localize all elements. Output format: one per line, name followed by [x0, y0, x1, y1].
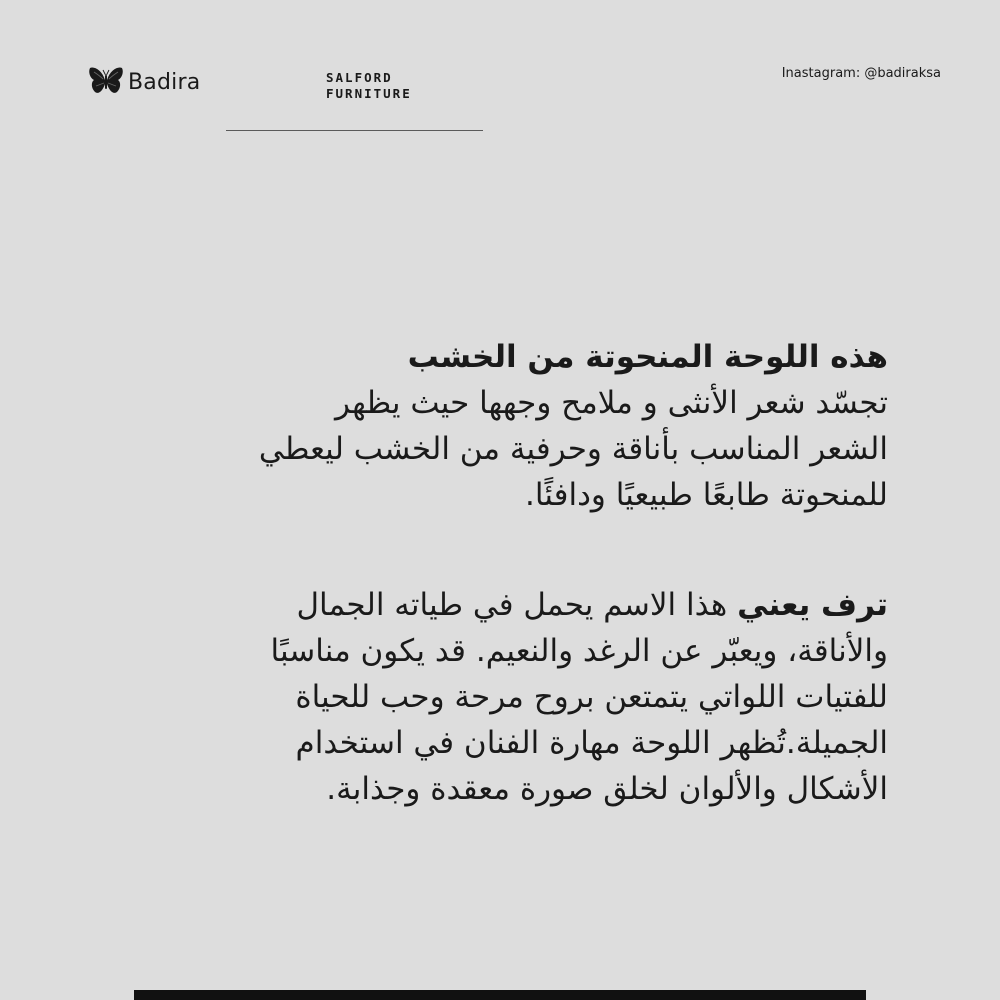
description-paragraph-2: [248, 582, 888, 812]
badira-logo-text: Badira: [128, 69, 201, 95]
badira-logo: [88, 66, 200, 98]
footer-bar: [134, 990, 866, 1000]
paragraph-1-heading: هذه اللوحة المنحوتة من الخشب: [407, 339, 888, 375]
salford-logo-line2: FURNITURE: [326, 86, 412, 101]
description-paragraph-1: [248, 334, 888, 518]
instagram-handle: Inastagram: @badiraksa: [781, 66, 941, 81]
paragraph-2-body: هذا الاسم يحمل في طياته الجمال والأناقة، ويعبّر عن الرغد والنعيم. قد يكون مناسبًا للفتيات اللواتي يتمتعن بروح مرحة وحب للحياة الجميلة.تُظهر اللوحة مهارة الفنان في استخدام الأشكال والألوان لخلق صورة معقدة وجذابة.: [270, 587, 888, 807]
header-divider: [226, 130, 483, 131]
salford-furniture-logo: [326, 70, 412, 102]
butterfly-icon: [88, 66, 124, 98]
paragraph-2-lead: ترف يعني: [737, 587, 888, 623]
salford-logo-line1: SALFORD: [326, 70, 393, 85]
paragraph-1-body: تجسّد شعر الأنثى و ملامح وجهها حيث يظهر الشعر المناسب بأناقة وحرفية من الخشب ليعطي للمنحوتة طابعًا طبيعيًا ودافئًا.: [258, 385, 888, 513]
